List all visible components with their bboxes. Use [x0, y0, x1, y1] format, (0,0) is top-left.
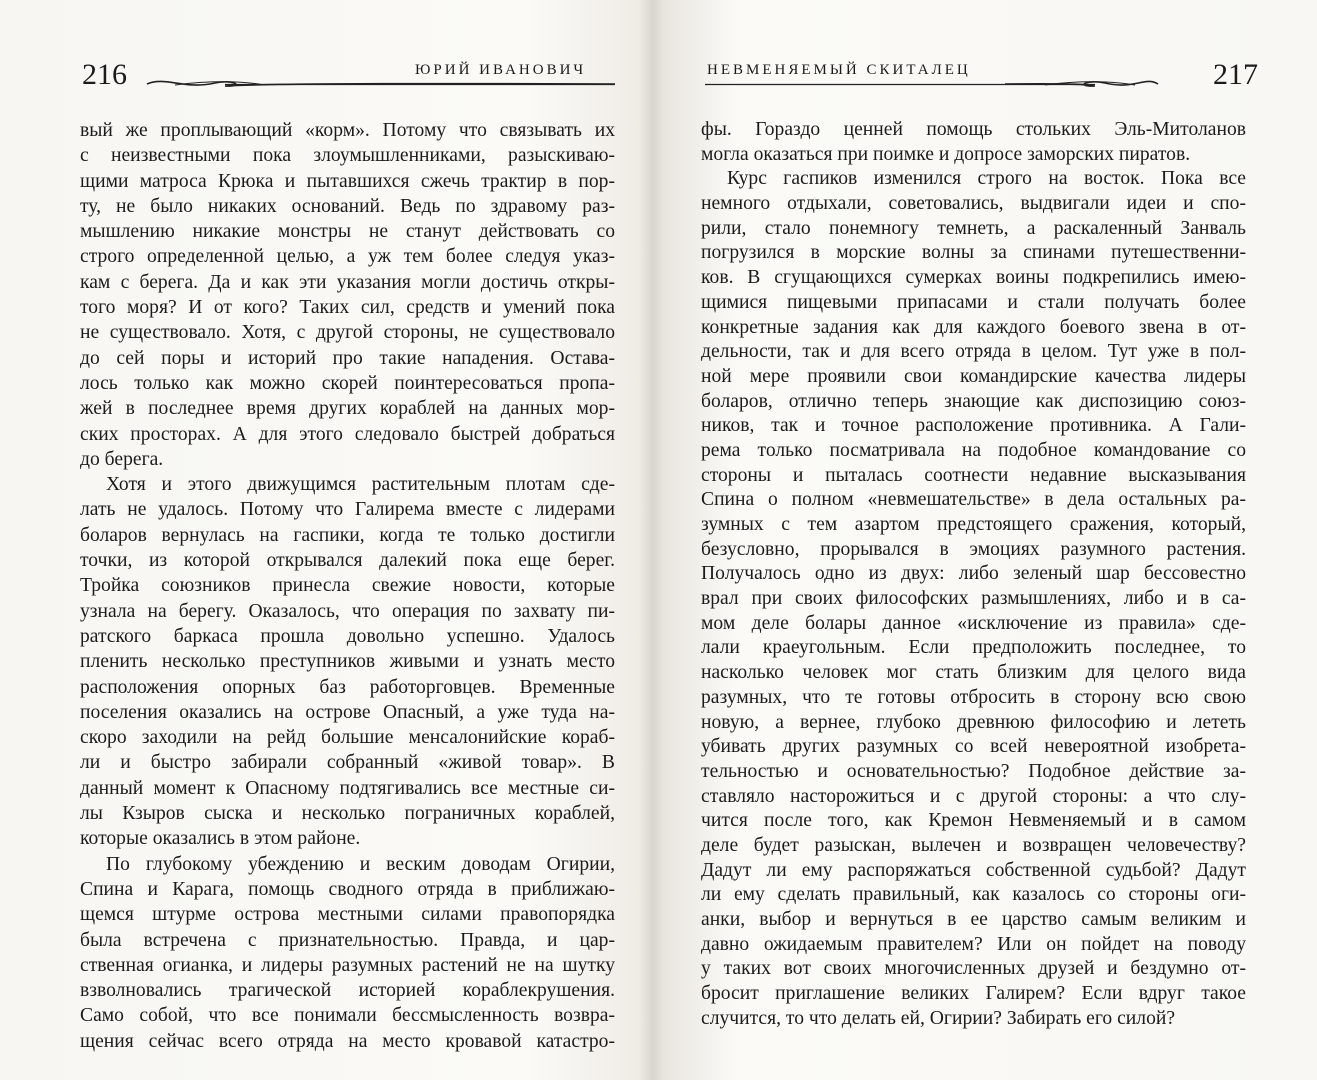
left-page	[0, 0, 650, 1080]
text-line: деле будет разыскан, вылечен и возвращен человечеству?	[701, 834, 1246, 856]
text-line: расположения опорных баз работорговцев. Временные	[80, 676, 615, 698]
text-line: По глубокому убеждению и веским доводам Огирии,	[106, 853, 615, 875]
text-line: боларов вернулась на гаспики, когда те только достигли	[80, 524, 615, 546]
text-line: разумных, что те готовы отбросить в сторону всю свою	[701, 686, 1246, 708]
text-line: вый же проплывающий «корм». Потому что связывать их	[80, 120, 615, 141]
text-line: рема только посматривала на подобное командование со	[701, 439, 1246, 461]
text-line: анки, выбор и вернуться в ее царство самым великим и	[701, 909, 1246, 930]
text-line: лали краеугольным. Если предположить последнее, то	[701, 637, 1246, 659]
page-number: 217	[1213, 58, 1258, 91]
text-line: узнала на берегу. Оказалось, что операция по захвату пи-	[80, 600, 615, 622]
page-text	[80, 118, 615, 1054]
text-line: поселения оказались на острове Опасный, а уже туда на-	[80, 701, 615, 723]
text-line: Спина о полном «невмешательстве» в дела остальных ра-	[701, 489, 1246, 511]
text-line: лось только как можно скорей поинтересоваться пропа-	[80, 372, 615, 394]
text-line: Хотя и этого движущимся растительным плотам сде-	[106, 474, 615, 496]
text-line: фы. Гораздо ценней помощь стольких Эль-Митоланов	[701, 119, 1246, 140]
text-line: погрузился в морские волны за спинами путешественни-	[701, 242, 1246, 264]
text-line: ников, так и точное расположение противника. А Гали-	[701, 415, 1246, 437]
text-line: ков. В сгущающихся сумерках воины подкрепились имею-	[701, 267, 1246, 289]
text-line: конкретные задания как для каждого боевого звена в от-	[701, 316, 1246, 338]
page-text	[701, 118, 1246, 1031]
text-line: ной мере проявили свои командирские качества лидеры	[701, 365, 1246, 387]
text-line: щения сейчас всего отряда на место кровавой катастро-	[80, 1030, 615, 1052]
text-line: безусловно, прорывался в эмоциях разумного растения.	[701, 538, 1246, 560]
running-head: НЕВМЕНЯЕМЫЙ СКИТАЛЕЦ	[707, 62, 971, 78]
text-line: до берега.	[80, 448, 164, 470]
text-line: того моря? И от кого? Таких сил, средств и умений пока	[80, 297, 615, 319]
text-line: щимися пищевыми припасами и стали получать более	[701, 291, 1246, 313]
text-line: мышлению никакие монстры не станут действовать со	[80, 221, 615, 243]
text-line: могла оказаться при поимке и допросе заморских пиратов.	[701, 143, 1191, 165]
text-line: врал при своих философских размышлениях, либо и в са-	[701, 588, 1246, 610]
text-line: немного отдыхали, советовались, выдвигали идеи и спо-	[701, 193, 1246, 215]
text-line: Получалось одно из двух: либо зеленый шар бессовестно	[701, 563, 1246, 585]
text-line: которые оказались в этом районе.	[80, 828, 361, 850]
text-line: лать не удалось. Потому что Галирема вместе с лидерами	[80, 499, 615, 521]
text-line: точки, из которой открывался далекий пока еще берег.	[80, 550, 615, 572]
text-line: боларов, отлично теперь знающие как диспозицию союз-	[701, 390, 1246, 412]
text-line: жей в последнее время других кораблей на данных мор-	[80, 398, 615, 420]
text-line: Само собой, что все понимали бессмысленность возвра-	[80, 1005, 615, 1027]
text-line: бросит приглашение великих Галирем? Если вдруг такое	[701, 983, 1246, 1005]
text-line: новую, а вернее, глубоко древнюю философию и лететь	[701, 711, 1246, 733]
ornament-rule	[705, 78, 1160, 88]
text-line: данный момент к Опасному подтягивались все местные си-	[80, 777, 615, 799]
text-line: Дадут ли ему распоряжаться собственной судьбой? Дадут	[701, 859, 1246, 881]
page-number: 216	[82, 58, 127, 91]
text-line: щемся штурме острова местными силами правопорядка	[80, 904, 615, 926]
text-line: пленить несколько преступников живыми и узнать место	[80, 651, 615, 673]
text-line: у таких вот своих многочисленных друзей и бездумно от-	[701, 958, 1246, 980]
text-line: ту, не было никаких оснований. Ведь по здравому раз-	[80, 195, 615, 217]
text-line: стороны и пыталась соотнести недавние высказывания	[701, 464, 1246, 486]
text-line: зумных с тем азартом предстоящего сражения, который,	[701, 514, 1246, 535]
text-line: кам с берега. Да и как эти указания могли достичь откры-	[80, 271, 615, 293]
text-line: Спина и Карага, помощь сводного отряда в приближаю-	[80, 878, 615, 900]
text-line: ратского баркаса прошла довольно успешно. Удалось	[80, 625, 615, 647]
text-line: не существовало. Хотя, с другой стороны, не существовало	[80, 322, 615, 344]
text-line: лы Кзыров сыска и несколько пограничных кораблей,	[80, 803, 615, 825]
text-line: строго определенной целью, а уж тем более следуя указ-	[80, 246, 615, 268]
ornament-rule	[145, 78, 615, 88]
text-line: убивать других разумных со всей невероятной изобрета-	[701, 736, 1246, 758]
text-line: была встречена с признательностью. Правда, и цар-	[80, 929, 615, 951]
text-line: насколько человек мог стать близким для целого вида	[701, 662, 1246, 684]
text-line: случится, то что делать ей, Огирии? Забирать его силой?	[701, 1007, 1176, 1029]
text-line: щими матроса Крюка и пытавшихся сжечь трактир в пор-	[80, 170, 615, 192]
text-line: до сей поры и историй про такие нападения. Остава-	[80, 347, 615, 369]
text-line: скоро заходили на рейд большие менсалонийские кораб-	[80, 727, 615, 749]
text-line: ли и быстро забирали собранный «живой товар». В	[80, 752, 615, 774]
text-line: с неизвестными пока злоумышленниками, разыскиваю-	[80, 145, 615, 167]
text-line: чится после того, как Кремон Невменяемый и в самом	[701, 810, 1246, 832]
text-line: давно ожидаемым правителем? Или он пойдет на поводу	[701, 933, 1246, 955]
text-line: тельностью и основательностью? Подобное действие за-	[701, 760, 1246, 782]
text-line: дельности, так и для всего отряда в целом. Тут уже в пол-	[701, 341, 1246, 363]
right-page	[655, 0, 1317, 1080]
text-line: мом деле болары данное «исключение из правила» сде-	[701, 612, 1246, 634]
text-line: ставляло насторожиться и с другой стороны: а что слу-	[701, 785, 1246, 807]
text-line: Тройка союзников принесла свежие новости, которые	[80, 575, 615, 597]
text-line: Курс гаспиков изменился строго на восток. Пока все	[727, 168, 1246, 190]
text-line: взволновались трагической историей кораблекрушения.	[80, 980, 615, 1002]
text-line: рили, стало понемногу темнеть, а раскаленный Занваль	[701, 217, 1246, 239]
running-head: ЮРИЙ ИВАНОВИЧ	[415, 62, 587, 78]
text-line: ственная огианка, и лидеры разумных растений не на шутку	[80, 954, 615, 976]
text-line: ли ему сделать правильный, как казалось со стороны оги-	[701, 884, 1246, 906]
text-line: ских просторах. А для этого следовало быстрей добраться	[80, 423, 615, 445]
